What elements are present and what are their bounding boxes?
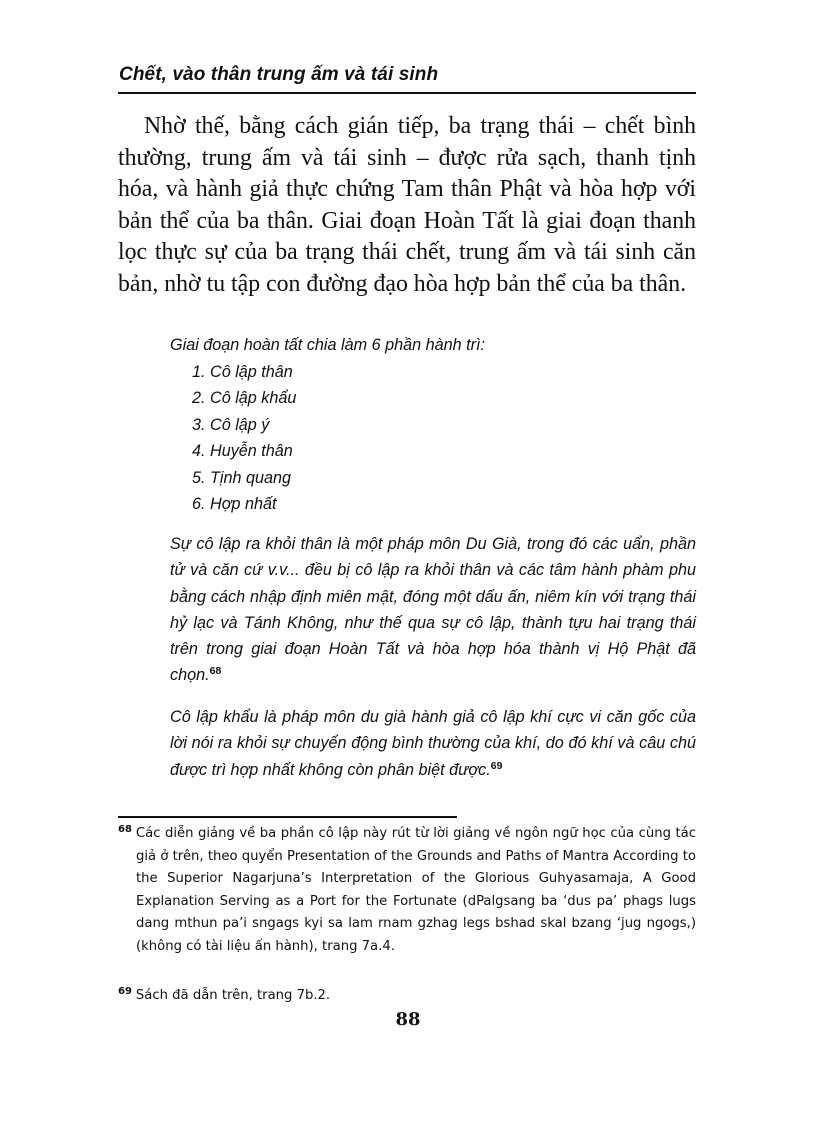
- body-paragraph: Nhờ thế, bằng cách gián tiếp, ba trạng thái – chết bình thường, trung ấm và tái sinh – được rửa sạch, thanh tịnh hóa, và hành giả thực chứng Tam thân Phật và hòa hợp với bản thể của ba thân. Giai đoạn Hoàn Tất là giai đoạn thanh lọc thực sự của ba trạng thái chết, trung ấm và tái sinh căn bản, nhờ tu tập con đường đạo hòa hợp bản thể của ba thân.: [118, 113, 696, 297]
- list-item: 5. Tịnh quang: [192, 468, 291, 487]
- isolation-speech-paragraph: [170, 704, 696, 783]
- footnote-ref-69[interactable]: 69: [490, 759, 503, 772]
- isolation-speech-text: Cô lập khẩu là pháp môn du già hành giả cô lập khí cực vi căn gốc của lời nói ra khỏi sự chuyển động bình thường của khí, do đó khí và câu chú được trì hợp nhất không còn phân biệt được.: [170, 708, 696, 779]
- running-header-title: Chết, vào thân trung ấm và tái sinh: [119, 64, 439, 85]
- footnote-separator: [118, 816, 457, 818]
- list-intro: Giai đoạn hoàn tất chia làm 6 phần hành trì:: [170, 336, 485, 354]
- list-item: 4. Huyễn thân: [192, 442, 293, 461]
- isolation-body-text: Sự cô lập ra khỏi thân là một pháp môn Du Già, trong đó các uẩn, phần tử và căn cứ v.v... đều bị cô lập ra khỏi thân và các tâm hành phàm phu bằng cách nhập định miên mật, đóng một dấu ấn, niêm kín với trạng thái hỷ lạc và Tánh Không, như thế qua sự cô lập, thành tựu hai trạng thái trên trong giai đoạn Hoàn Tất và hòa hợp hóa thành vị Hộ Phật đã chọn.: [170, 535, 696, 685]
- footnote-number: 68: [118, 824, 132, 835]
- header-rule: [118, 92, 696, 94]
- footnote-68: [118, 823, 696, 959]
- footnote-text: Các diễn giảng về ba phần cô lập này rút từ lời giảng về ngôn ngữ học của cùng tác giả ở trên, theo quyển Presentation of the Grounds and Paths of Mantra According to the Superior Nagarjuna’s Interpretation of the Glorious Guhyasamaja, A Good Explanation Serving as a Port for the Fortunate (dPalgsang ba ‘dus pa’ phags lugs dang mthun pa’i sngags kyi sa lam rnam gzhag legs bshad skal bzang ‘jug ngogs,) (không có tài liệu ấn hành), trang 7a.4.: [135, 826, 696, 954]
- list-item: 6. Hợp nhất: [192, 494, 277, 513]
- footnote-text: Sách đã dẫn trên, trang 7b.2.: [135, 988, 331, 1003]
- practice-list: [192, 359, 296, 517]
- footnote-ref-68[interactable]: 68: [209, 665, 222, 678]
- isolation-body-paragraph: [170, 531, 696, 689]
- footnote-number: 69: [118, 986, 132, 997]
- list-item: 2. Cô lập khẩu: [192, 389, 297, 408]
- page-number: 88: [395, 1009, 421, 1030]
- footnote-69: [118, 985, 696, 1008]
- list-item: 3. Cô lập ý: [192, 415, 270, 434]
- list-item: 1. Cô lập thân: [192, 363, 293, 381]
